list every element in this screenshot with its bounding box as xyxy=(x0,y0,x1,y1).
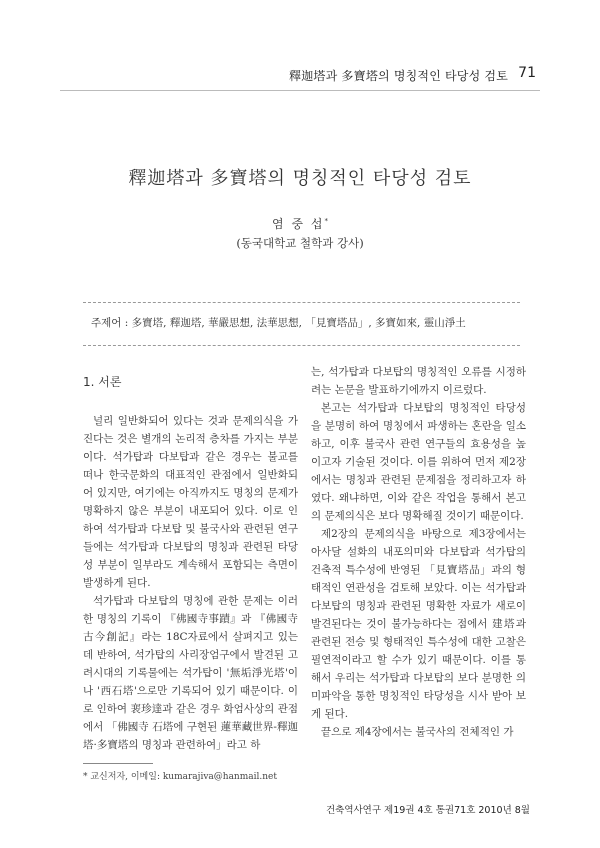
left-column xyxy=(83,373,298,754)
author xyxy=(0,215,600,232)
paragraph: 석가탑과 다보탑의 명칭에 관한 문제는 이러한 명칭의 기록이 『佛國寺事蹟』과 『佛國寺古今創記』라는 18C자료에서 살펴지고 있는데 반하여, 석가탑의 사리장엄구에서 발견된 고려시대의 기록물에는 석가탑이 '無垢淨光塔'이나 '西石塔'으로만 기록되어 있기 때문이다. 이로 인하여 裵珍達과 같은 경우 화엄사상의 관점에서 「佛國寺 石塔에 구현된 蓮華藏世界-釋迦塔·多寶塔의 명칭과 관련하여」라고 하 xyxy=(83,595,298,751)
article-title: 釋迦塔과 多寶塔의 명칭적인 타당성 검토 xyxy=(128,168,472,189)
running-head xyxy=(0,0,600,96)
paragraph: 는, 석가탑과 다보탑의 명칭적인 오류를 시정하려는 논문을 발표하기에까지 이르렀다. xyxy=(311,366,526,396)
journal-footer: 건축역사연구 제19권 4호 통권71호 2010년 8월 xyxy=(325,805,530,816)
author-affiliation: (동국대학교 철학과 강사) xyxy=(236,236,364,250)
footnote-rule xyxy=(83,763,153,764)
page-number: 71 xyxy=(518,65,536,81)
author-mark: * xyxy=(324,217,328,225)
footnote: * 교신저자, 이메일: kumarajiva@hanmail.net xyxy=(83,772,277,782)
running-head-title: 釋迦塔과 多寶塔의 명칭적인 타당성 검토 xyxy=(289,69,508,83)
paragraph: 끝으로 제4장에서는 불국사의 전체적인 가 xyxy=(321,726,514,738)
section-heading: 1. 서론 xyxy=(83,375,122,389)
keywords-box xyxy=(83,302,520,346)
paragraph: 널리 일반화되어 있다는 것과 문제의식을 가진다는 것은 별개의 논리적 층차를 가지는 부분이다. 석가탑과 다보탑과 같은 경우는 불교를 떠나 한국문화의 대표적인 관점에서 일반화되어 있지만, 여기에는 아직까지도 명칭의 문제가 명확하지 않은 부분이 내포되어 있다. 이로 인하여 석가탑과 다보탑 및 불국사와 관련된 연구들에는 석가탑과 다보탑의 명칭과 관련된 타당성 부분이 일부라도 계속해서 포함되는 측면이 발생하게 된다. xyxy=(83,415,298,589)
keywords: 주제어 : 多寶塔, 釋迦塔, 華嚴思想, 法華思想, 「見寶塔品」, 多寶如來, 靈山淨土 xyxy=(91,317,466,329)
paragraph: 본고는 석가탑과 다보탑의 명칭적인 타당성을 분명히 하여 명칭에서 파생하는 혼란을 일소하고, 이후 불국사 관련 연구들의 효용성을 높이고자 기술된 것이다. 이를 위하여 먼저 제2장에서는 명칭과 관련된 문제점을 정리하고자 하였다. 왜냐하면, 이와 같은 작업을 통해서 본고의 문제의식은 보다 명확해질 것이기 때문이다. xyxy=(311,402,526,522)
author-name: 염 중 섭 xyxy=(272,217,325,231)
right-column xyxy=(311,363,526,741)
header-rule xyxy=(60,90,540,91)
paragraph: 제2장의 문제의식을 바탕으로 제3장에서는 아사달 설화의 내포의미와 다보탑과 석가탑의 건축적 특수성에 반영된 「見寶塔品」과의 형태적인 연관성을 검토해 보았다. 이는 석가탑과 다보탑의 명칭과 관련된 명확한 자료가 새로이 발견된다는 것이 불가능하다는 점에서 建塔과 관련된 전승 및 형태적인 특수성에 대한 고찰은 필연적이라고 할 수가 있기 때문이다. 이를 통해서 우리는 석가탑과 다보탑의 보다 분명한 의미파악을 통한 명칭적인 타당성을 시사 받아 보게 된다. xyxy=(311,528,526,720)
